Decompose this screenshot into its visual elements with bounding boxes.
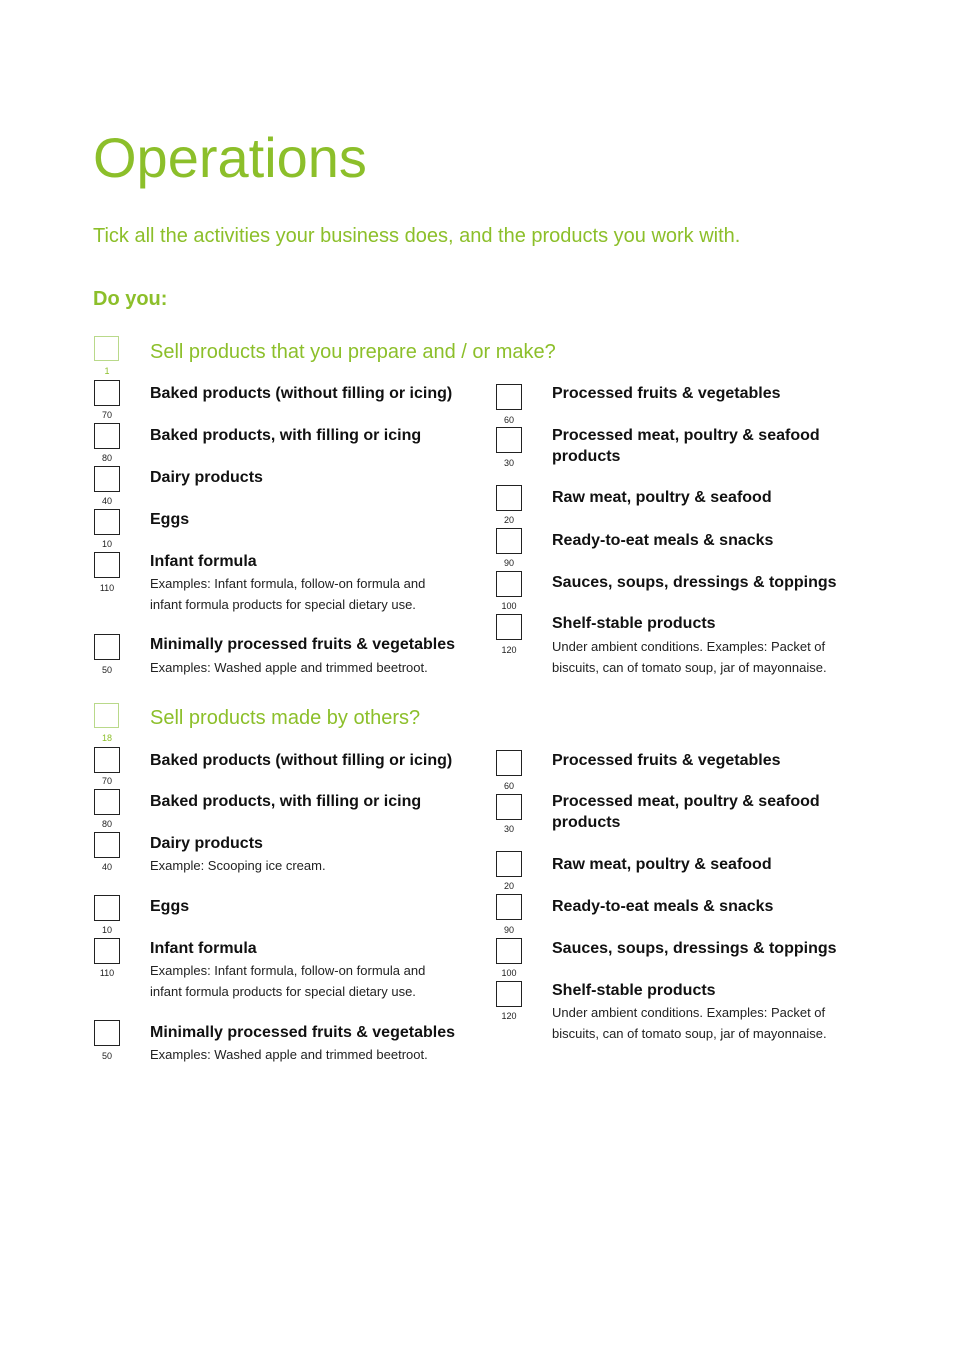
item-code: 60	[503, 781, 514, 791]
item-checkbox[interactable]	[94, 747, 120, 773]
item-code: 70	[101, 776, 112, 786]
item-code: 30	[503, 458, 514, 468]
item-label: Sauces, soups, dressings & toppings	[552, 940, 837, 957]
item-label: Minimally processed fruits & vegetables	[150, 636, 455, 653]
item-label: Shelf-stable products	[552, 982, 716, 999]
item-code: 30	[503, 824, 514, 834]
section-heading: Sell products made by others?	[150, 707, 421, 729]
item-checkbox[interactable]	[94, 509, 120, 535]
item-code: 70	[101, 410, 112, 420]
item-checkbox[interactable]	[94, 423, 120, 449]
item-note: Examples: Washed apple and trimmed beetroot.	[150, 660, 428, 675]
item-checkbox[interactable]	[496, 528, 522, 554]
section-heading: Sell products that you prepare and / or make?	[150, 341, 556, 363]
item-note: Examples: Infant formula, follow-on formula and	[150, 576, 426, 591]
item-checkbox[interactable]	[94, 1020, 120, 1046]
section-code: 18	[101, 733, 112, 743]
item-checkbox[interactable]	[496, 427, 522, 453]
item-checkbox[interactable]	[496, 614, 522, 640]
item-checkbox[interactable]	[94, 938, 120, 964]
item-code: 20	[503, 881, 514, 891]
item-code: 40	[101, 496, 112, 506]
item-note: Examples: Washed apple and trimmed beetroot.	[150, 1047, 428, 1062]
item-label: Raw meat, poultry & seafood	[552, 856, 772, 873]
item-label: Processed meat, poultry & seafood	[552, 793, 820, 810]
item-checkbox[interactable]	[94, 380, 120, 406]
item-label: Baked products, with filling or icing	[150, 427, 422, 444]
item-checkbox[interactable]	[496, 794, 522, 820]
item-label: Eggs	[150, 898, 190, 915]
item-note: Under ambient conditions. Examples: Packet of	[552, 1005, 826, 1020]
item-code: 120	[501, 645, 517, 655]
item-code: 40	[101, 862, 112, 872]
item-code: 80	[101, 453, 112, 463]
item-checkbox[interactable]	[94, 789, 120, 815]
item-code: 100	[501, 601, 517, 611]
item-label: Baked products (without filling or icing)	[150, 385, 453, 402]
item-checkbox[interactable]	[496, 938, 522, 964]
item-label: Processed fruits & vegetables	[552, 752, 781, 769]
item-note: biscuits, can of tomato soup, jar of mayonnaise.	[552, 660, 827, 675]
item-code: 120	[501, 1011, 517, 1021]
item-code: 50	[101, 665, 112, 675]
item-checkbox[interactable]	[94, 832, 120, 858]
item-code: 50	[101, 1051, 112, 1061]
item-note: infant formula products for special dietary use.	[150, 597, 416, 612]
item-label: Shelf-stable products	[552, 615, 716, 632]
item-label: Eggs	[150, 511, 190, 528]
do-you-prompt: Do you:	[93, 288, 168, 310]
item-note: biscuits, can of tomato soup, jar of mayonnaise.	[552, 1026, 827, 1041]
item-code: 20	[503, 515, 514, 525]
item-label: Infant formula	[150, 553, 257, 570]
item-checkbox[interactable]	[496, 485, 522, 511]
item-label: Minimally processed fruits & vegetables	[150, 1024, 455, 1041]
item-checkbox[interactable]	[94, 634, 120, 660]
item-code: 10	[101, 539, 112, 549]
item-checkbox[interactable]	[496, 851, 522, 877]
item-label: Sauces, soups, dressings & toppings	[552, 574, 837, 591]
item-checkbox[interactable]	[94, 895, 120, 921]
item-checkbox[interactable]	[496, 981, 522, 1007]
item-label: products	[552, 448, 621, 465]
page-subtitle: Tick all the activities your business does, and the products you work with.	[93, 225, 741, 247]
item-note: infant formula products for special dietary use.	[150, 984, 416, 999]
item-code: 90	[503, 925, 514, 935]
section-checkbox[interactable]	[94, 703, 119, 728]
item-note: Example: Scooping ice cream.	[150, 858, 326, 873]
section-checkbox[interactable]	[94, 336, 119, 361]
item-label: Processed fruits & vegetables	[552, 385, 781, 402]
item-label: Processed meat, poultry & seafood	[552, 427, 820, 444]
item-label: Ready-to-eat meals & snacks	[552, 898, 774, 915]
item-note: Under ambient conditions. Examples: Packet of	[552, 639, 826, 654]
item-code: 100	[501, 968, 517, 978]
item-code: 90	[503, 558, 514, 568]
item-label: Ready-to-eat meals & snacks	[552, 532, 774, 549]
item-code: 110	[99, 583, 115, 593]
item-code: 80	[101, 819, 112, 829]
item-note: Examples: Infant formula, follow-on formula and	[150, 963, 426, 978]
page-title: Operations	[93, 126, 367, 189]
item-label: Raw meat, poultry & seafood	[552, 489, 772, 506]
item-checkbox[interactable]	[496, 571, 522, 597]
item-code: 60	[503, 415, 514, 425]
item-label: Infant formula	[150, 940, 257, 957]
item-checkbox[interactable]	[496, 750, 522, 776]
item-label: Dairy products	[150, 835, 263, 852]
item-label: Baked products, with filling or icing	[150, 793, 422, 810]
item-label: products	[552, 814, 621, 831]
item-label: Dairy products	[150, 469, 263, 486]
item-checkbox[interactable]	[94, 552, 120, 578]
item-checkbox[interactable]	[496, 384, 522, 410]
section-code: 1	[104, 366, 110, 376]
item-checkbox[interactable]	[94, 466, 120, 492]
item-checkbox[interactable]	[496, 894, 522, 920]
item-code: 110	[99, 968, 115, 978]
item-label: Baked products (without filling or icing)	[150, 752, 453, 769]
item-code: 10	[101, 925, 112, 935]
